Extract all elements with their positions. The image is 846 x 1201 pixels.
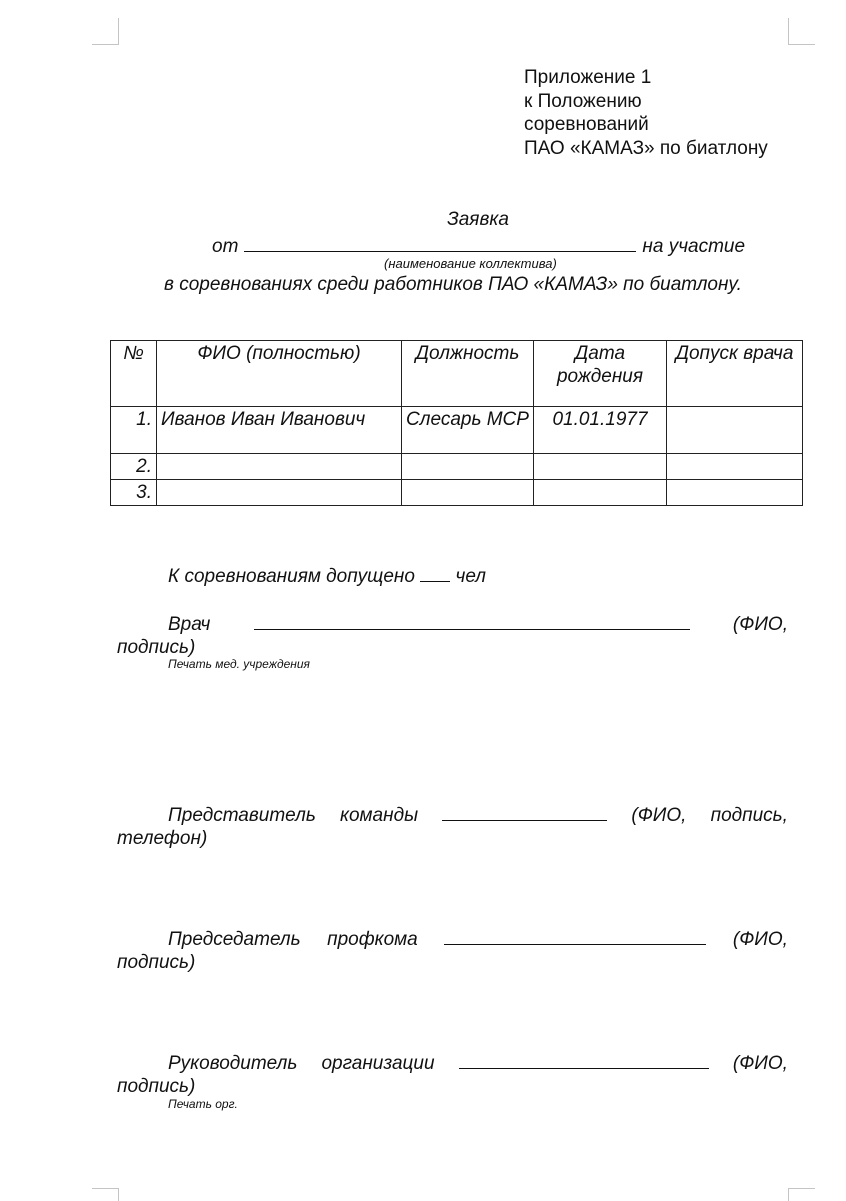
header-position: Должность <box>402 341 534 407</box>
admitted-line <box>168 563 486 588</box>
page-corner-bottom-right <box>788 1188 815 1201</box>
head-label-2: организации <box>321 1053 435 1074</box>
rep-fio-note: (ФИО, <box>631 805 687 826</box>
chair-signature-field[interactable] <box>444 926 706 945</box>
doctor-fio-note: (ФИО, <box>732 614 788 635</box>
header-doctor: Допуск врача <box>667 341 803 407</box>
table-header-row <box>111 341 803 407</box>
cell-name[interactable] <box>157 480 402 506</box>
cell-birth[interactable] <box>534 480 667 506</box>
doctor-label: Врач <box>168 614 211 635</box>
cell-position[interactable] <box>402 454 534 480</box>
rep-note-cont: телефон) <box>117 828 208 849</box>
rep-label-1: Представитель <box>168 805 316 826</box>
chair-fio-note: (ФИО, <box>732 929 788 950</box>
from-line <box>212 233 745 258</box>
cell-doctor[interactable] <box>667 407 803 454</box>
cell-num: 3. <box>111 480 157 506</box>
cell-num: 1. <box>111 407 157 454</box>
team-name-caption: (наименование коллектива) <box>384 256 557 271</box>
head-signature-field[interactable] <box>459 1050 709 1069</box>
rep-label-2: команды <box>339 805 419 826</box>
page-corner-bottom-left <box>92 1188 119 1201</box>
rep-signature-field[interactable] <box>442 802 607 821</box>
page-corner-top-right <box>788 18 815 45</box>
head-signature-block <box>117 1050 788 1098</box>
header-birth: Дата рождения <box>534 341 667 407</box>
head-label-1: Руководитель <box>168 1053 298 1074</box>
rep-signature-block <box>117 802 788 850</box>
from-suffix: на участие <box>642 236 746 257</box>
page-corner-top-left <box>92 18 119 45</box>
cell-position[interactable] <box>402 480 534 506</box>
annex-line: к Положению <box>524 90 642 112</box>
annex-line: Приложение 1 <box>524 67 652 88</box>
doctor-signature-field[interactable] <box>254 611 690 630</box>
org-stamp-note: Печать орг. <box>168 1097 238 1111</box>
chair-label-2: профкома <box>327 929 418 950</box>
header-num: № <box>111 341 157 407</box>
document-subtitle: в соревнованиях среди работников ПАО «КАМАЗ» по биатлону. <box>164 274 742 295</box>
cell-doctor[interactable] <box>667 454 803 480</box>
participants-table <box>110 340 803 506</box>
annex-line: соревнований <box>524 114 649 135</box>
rep-sig-note: подпись, <box>710 805 788 826</box>
head-fio-note: (ФИО, <box>732 1053 788 1074</box>
doctor-stamp-note: Печать мед. учреждения <box>168 657 310 671</box>
annex-line: ПАО «КАМАЗ» по биатлону <box>524 137 768 159</box>
admitted-count-field[interactable] <box>420 563 450 582</box>
from-prefix: от <box>212 236 239 257</box>
cell-name[interactable] <box>157 454 402 480</box>
cell-name[interactable]: Иванов Иван Иванович <box>157 407 402 454</box>
cell-birth[interactable] <box>534 454 667 480</box>
doctor-note-cont: подпись) <box>117 637 196 658</box>
cell-position[interactable]: Слесарь МСР <box>402 407 534 454</box>
doctor-signature-block <box>117 611 788 659</box>
table-row <box>111 454 803 480</box>
cell-doctor[interactable] <box>667 480 803 506</box>
table-row <box>111 480 803 506</box>
chair-note-cont: подпись) <box>117 952 196 973</box>
head-note-cont: подпись) <box>117 1076 196 1097</box>
table-row <box>111 407 803 454</box>
chair-label-1: Председатель <box>168 929 301 950</box>
cell-num: 2. <box>111 454 157 480</box>
chair-signature-block <box>117 926 788 974</box>
cell-birth[interactable]: 01.01.1977 <box>534 407 667 454</box>
team-name-field[interactable] <box>244 233 636 252</box>
header-name: ФИО (полностью) <box>157 341 402 407</box>
document-title: Заявка <box>447 209 509 230</box>
admitted-suffix: чел <box>455 566 487 587</box>
annex-block <box>524 66 768 160</box>
admitted-prefix: К соревнованиям допущено <box>168 566 415 587</box>
